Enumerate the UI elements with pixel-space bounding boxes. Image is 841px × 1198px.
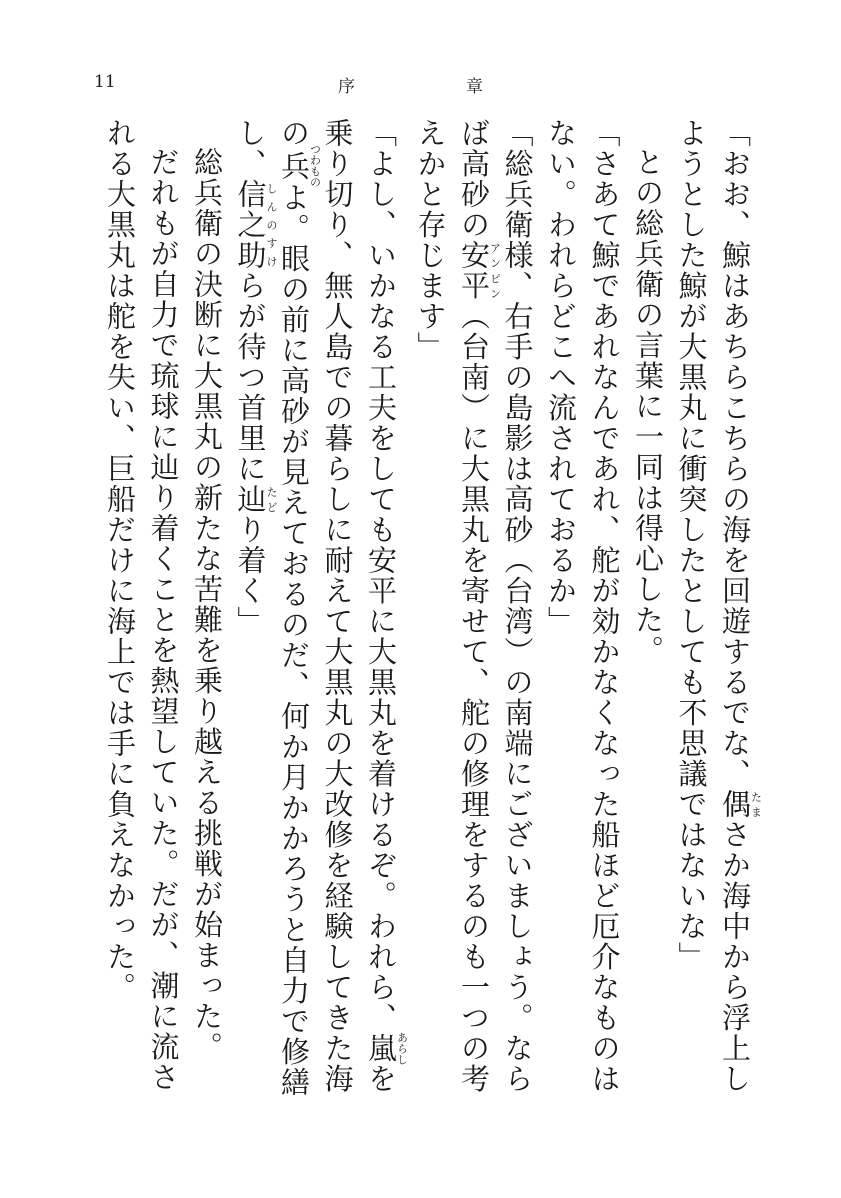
ruby-word: 偶たま	[718, 789, 762, 820]
ruby-reading: たど	[265, 484, 278, 515]
chapter-title-part2: 章	[466, 77, 483, 97]
ruby-reading: あらし	[395, 1031, 409, 1065]
paragraph	[408, 118, 539, 1118]
text-run: 総兵衛の決断に大黒丸の新たな苦難を乗り越える挑戦が始まった。	[190, 147, 224, 1062]
ruby-word: 信之助しんのすけ	[233, 179, 278, 271]
paragraph	[669, 118, 762, 1118]
ruby-reading: つわもの	[308, 143, 322, 188]
ruby-word: 辿たど	[233, 484, 278, 515]
text-run: り着く」	[233, 514, 268, 637]
text-run: 「さあて鯨であれなんであれ、舵が効かなくなった船ほど厄介なものはない。われらどこへ流されておるか」	[544, 118, 622, 1094]
paragraph	[185, 118, 229, 1118]
ruby-word: 嵐あらし	[364, 1031, 409, 1065]
text-run: だれもが自力で琉球に辿り着くことを熱望していた。だが、潮に流される大黒丸は舵を失い、巨船だけに海上では手に負えなかった。	[103, 118, 181, 1093]
ruby-word: 兵つわもの	[277, 143, 322, 188]
text-run: との総兵衛の言葉に一同は得心した。	[631, 147, 665, 666]
text-run: を乗り切り、無人島での暮らしに耐えて大黒丸の大改修を経験してきた海の	[277, 118, 398, 1094]
ruby-reading: しんのすけ	[265, 179, 278, 271]
text-run: よ。眼の前に高砂が見えておるのだ、何か月かかろうと自力で修繕し、	[233, 118, 311, 1098]
paragraph	[539, 118, 626, 1118]
ruby-reading: アンピン	[488, 240, 502, 301]
body-text	[72, 118, 762, 1118]
chapter-title-part1: 序	[338, 77, 355, 97]
page-number: 11	[94, 72, 116, 92]
ruby-word: 安平アンピン	[457, 240, 502, 301]
text-run: さか海中から浮上しようとした鯨が大黒丸に衝突したとしても不思議ではないな」	[674, 118, 752, 1094]
text-run: （台南）に大黒丸を寄せて、舵の修理をするのも一つの考えかと存じます」	[413, 118, 491, 1094]
text-run: らが待つ首里に	[233, 270, 268, 484]
page-header	[0, 72, 841, 102]
text-run: 「よし、いかなる工夫をしても安平に大黒丸を着けるぞ。われら、	[364, 118, 398, 1033]
paragraph	[626, 118, 670, 1118]
ruby-reading: たま	[749, 789, 762, 820]
text-run: 「おお、鯨はあちらこちらの海を回遊するでな、	[718, 118, 752, 789]
text-run: 「総兵衛様、右手の島影は高砂（台湾）の南端にございましょう。ならば高砂の	[457, 118, 535, 1094]
paragraph	[228, 118, 408, 1118]
paragraph	[98, 118, 185, 1118]
